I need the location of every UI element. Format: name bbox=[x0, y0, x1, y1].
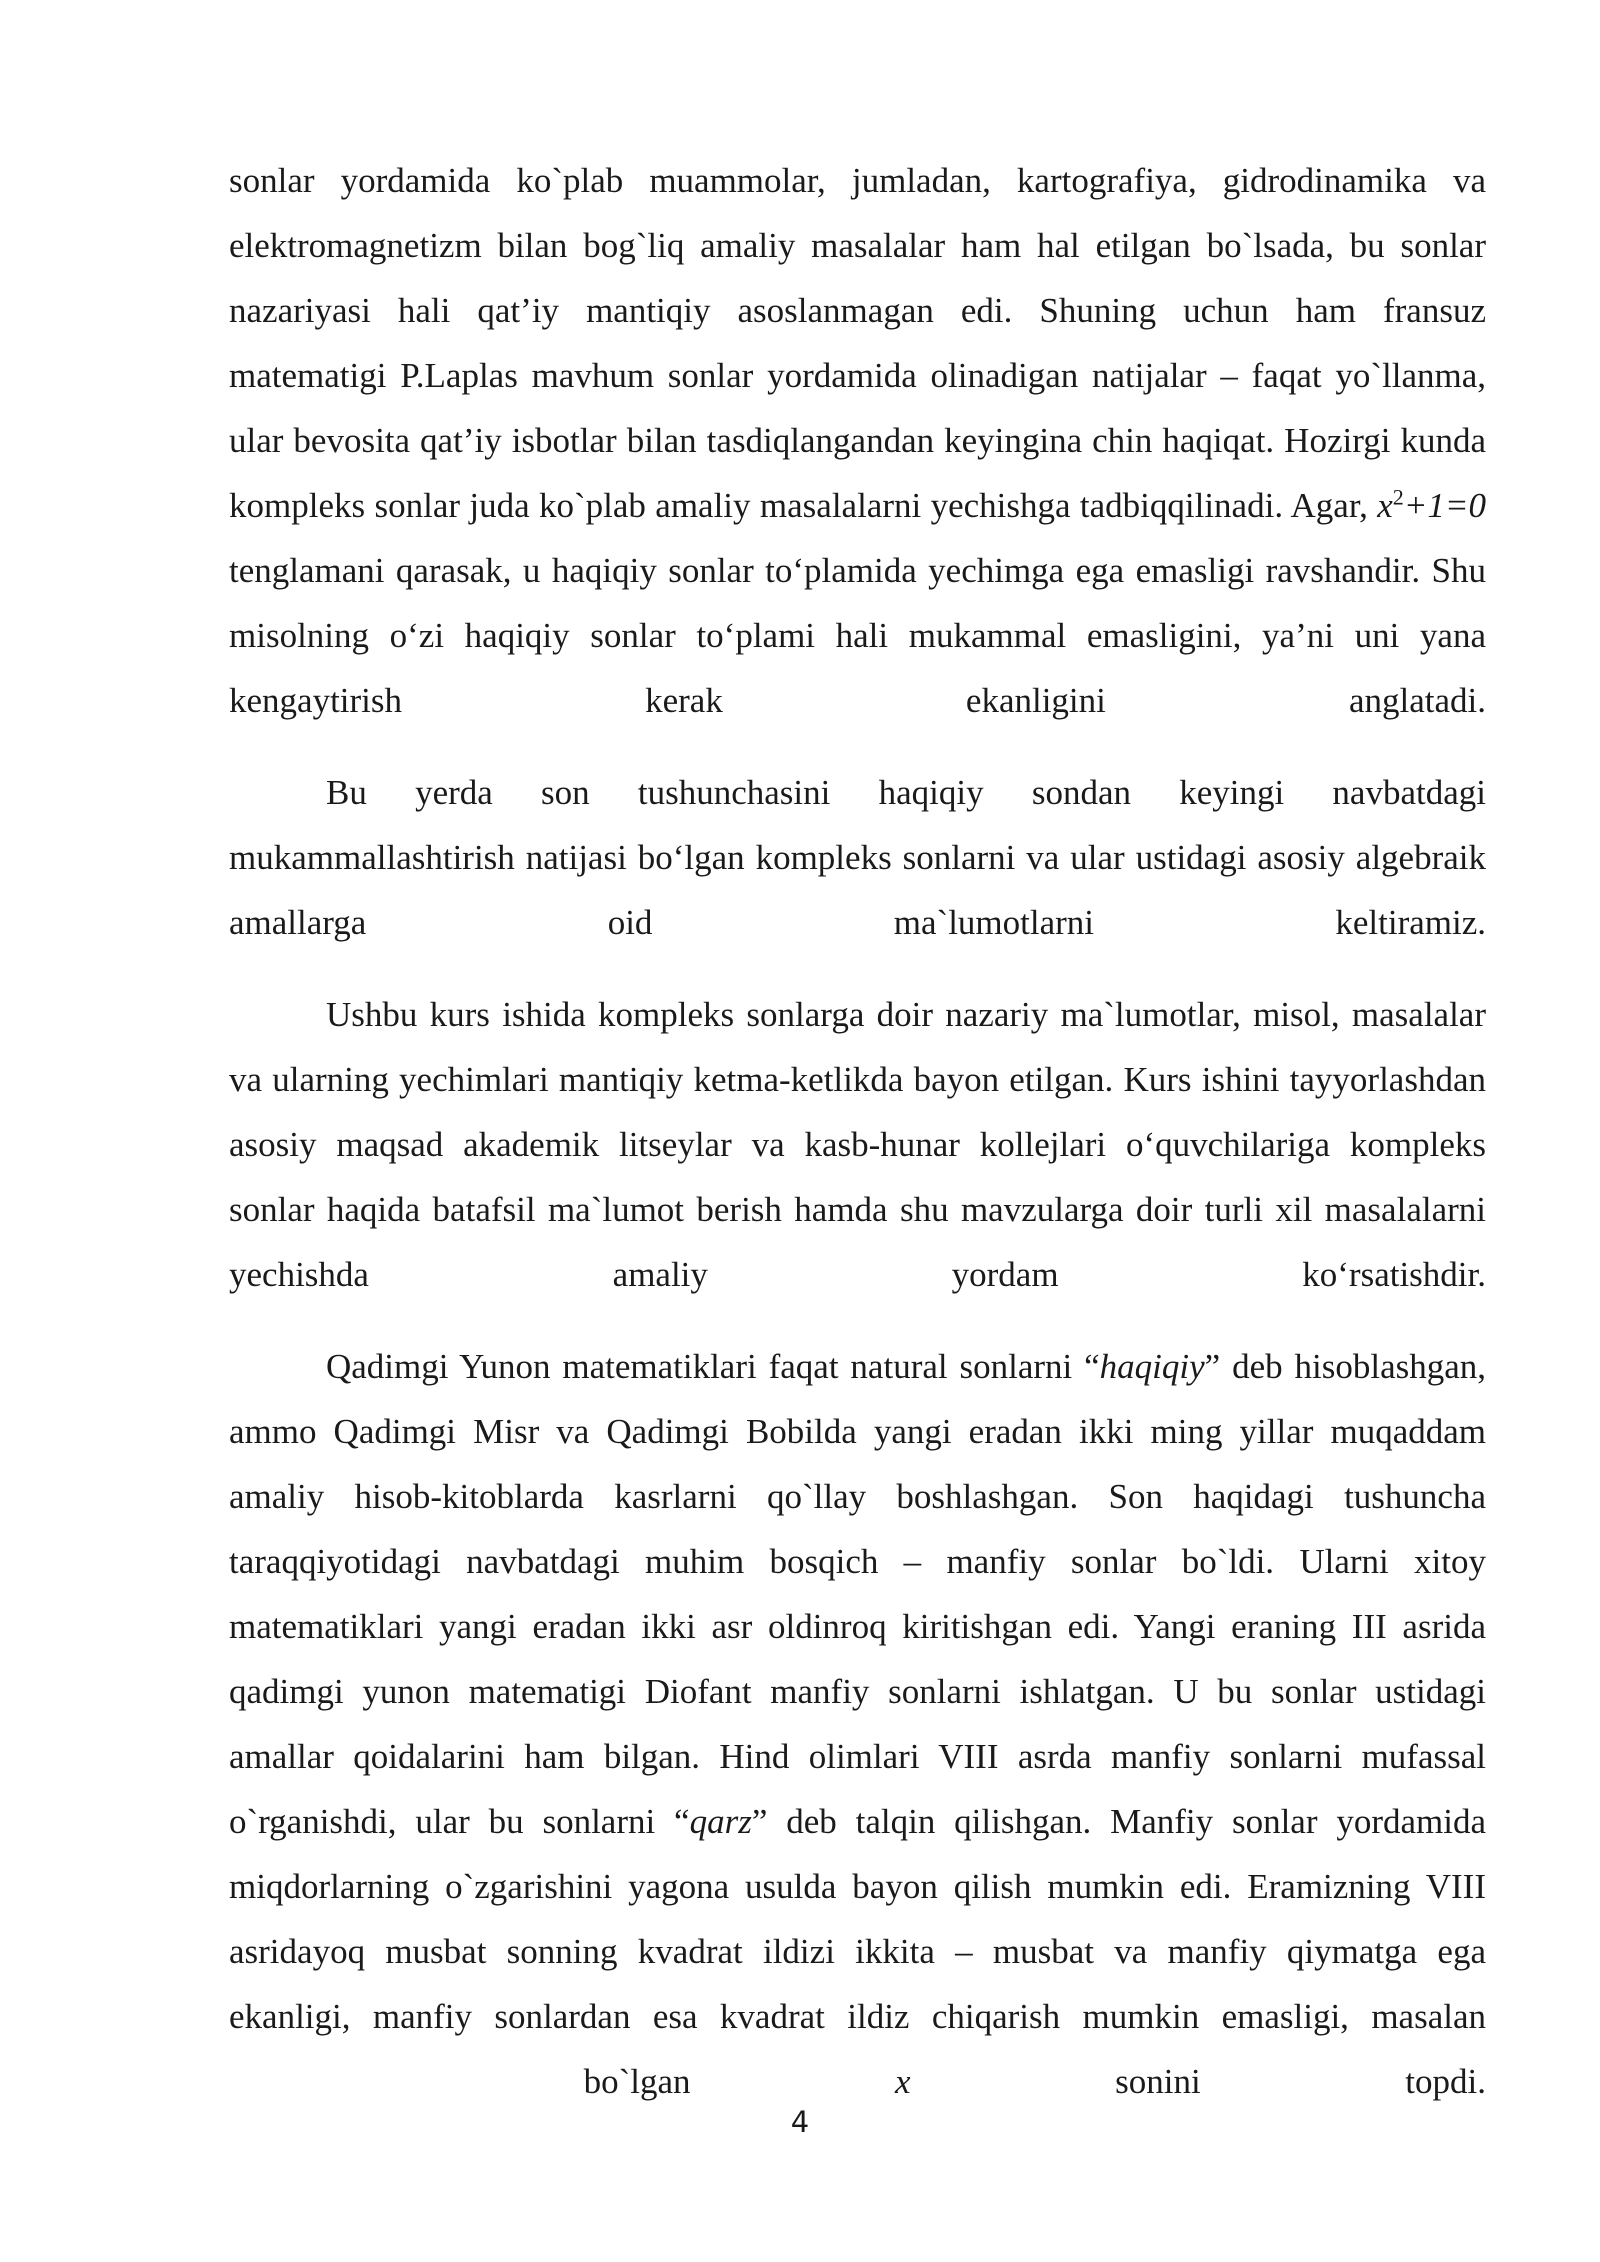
document-page bbox=[229, 148, 1486, 2114]
page-number: 4 bbox=[790, 2105, 810, 2139]
italic-word-haqiqiy: haqiqiy bbox=[1099, 1347, 1205, 1386]
equation-variable-x: x bbox=[1377, 486, 1393, 525]
paragraph-1-text-end: tenglamani qarasak, u haqiqiy sonlar to‘plamida yechimga ega emasligi ravshandir. Shu misolning o‘zi haqiqiy sonlar to‘plami hali mukammal emasligini, ya’ni uni yana kengaytirish kerak ekanligini anglatadi. bbox=[229, 551, 1486, 720]
paragraph-3: Ushbu kurs ishida kompleks sonlarga doir nazariy ma`lumotlar, misol, masalalar va ularning yechimlari mantiqiy ketma-ketlikda bayon etilgan. Kurs ishini tayyorlashdan asosiy maqsad akademik litseylar va kasb-hunar kollejlari o‘quvchilariga kompleks sonlar haqida batafsil ma`lumot berish hamda shu mavzularga doir turli xil masalalarni yechishda amaliy yordam ko‘rsatishdir. bbox=[229, 995, 1486, 1294]
italic-word-qarz: qarz bbox=[689, 1802, 752, 1841]
paragraph-1 bbox=[229, 148, 1486, 733]
paragraph-4-text-tail: bo`lgan bbox=[379, 2062, 896, 2101]
italic-variable-x: x bbox=[895, 2062, 911, 2101]
paragraph-4-text-continued: ” deb talqin qilishgan. Manfiy sonlar yordamida miqdorlarning o`zgarishini yagona usulda bayon qilish mumkin edi. Eramizning VIII asridayoq musbat sonning kvadrat ildizi ikkita – musbat va manfiy qiymatga ega ekanligi, manfiy sonlardan esa kvadrat ildiz chiqarish mumkin emasligi, masalan bbox=[229, 1802, 1486, 2036]
equation-exponent: 2 bbox=[1392, 484, 1404, 510]
paragraph-4-text-end: sonini topdi. bbox=[910, 2062, 1486, 2101]
paragraph-1-text: sonlar yordamida ko`plab muammolar, jumladan, kartografiya, gidrodinamika va elektromagnetizm bilan bog`liq amaliy masalalar ham hal etilgan bo`lsada, bu sonlar nazariyasi hali qat’iy mantiqiy asoslanmagan edi. Shuning uchun ham fransuz matematigi P.Laplas mavhum sonlar yordamida olinadigan natijalar – faqat yo`llanma, ular bevosita qat’iy isbotlar bilan tasdiqlangandan keyingina chin haqiqat. Hozirgi kunda kompleks sonlar juda ko`plab amaliy masalalarni yechishga tadbiqqilinadi. Agar, bbox=[229, 161, 1486, 525]
paragraph-4-text-start: Qadimgi Yunon matematiklari faqat natural sonlarni “ bbox=[326, 1347, 1100, 1386]
equation-rest: +1=0 bbox=[1403, 486, 1486, 525]
paragraph-4-text-middle: ” deb hisoblashgan, ammo Qadimgi Misr va Qadimgi Bobilda yangi eradan ikki ming yillar muqaddam amaliy hisob-kitoblarda kasrlarni qo`llay boshlashgan. Son haqidagi tushuncha taraqqiyotidagi navbatdagi muhim bosqich – manfiy sonlar bo`ldi. Ularni xitoy matematiklari yangi eradan ikki asr oldinroq kiritishgan edi. Yangi eraning III asrida qadimgi yunon matematigi Diofant manfiy sonlarni ishlatgan. U bu sonlar ustidagi amallar qoidalarini ham bilgan. Hind olimlari VIII asrda manfiy sonlarni mufassal o`rganishdi, ular bu sonlarni “ bbox=[229, 1347, 1487, 1841]
paragraph-4 bbox=[229, 1334, 1486, 2114]
paragraph-2: Bu yerda son tushunchasini haqiqiy sondan keyingi navbatdagi mukammallashtirish natijasi bo‘lgan kompleks sonlarni va ular ustidagi asosiy algebraik amallarga oid ma`lumotlarni keltiramiz. bbox=[229, 773, 1486, 942]
